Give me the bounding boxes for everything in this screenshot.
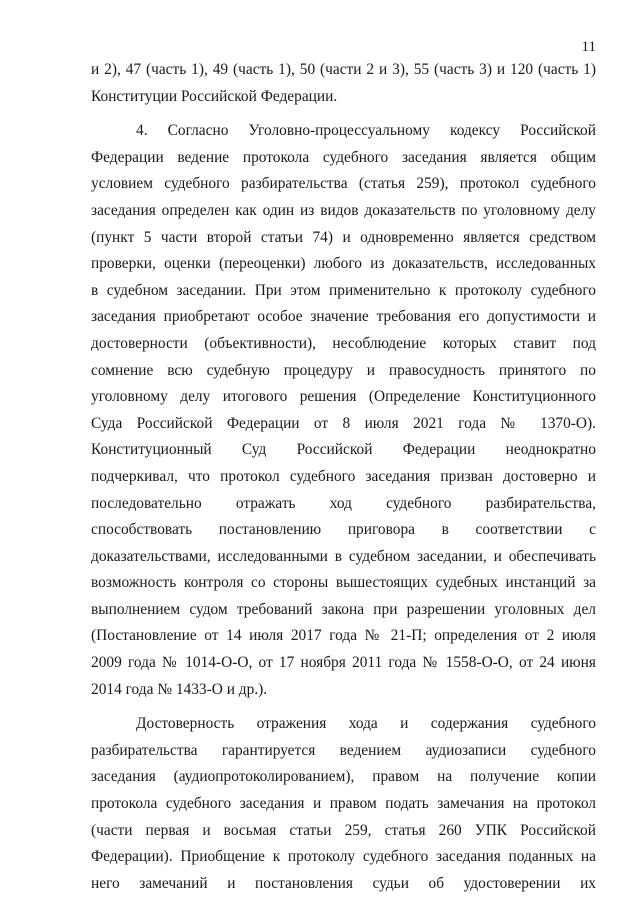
text-line: Конституции Российской Федерации. xyxy=(91,87,338,105)
text-line: в судебном заседании. При этом применительно к протоколу судебного xyxy=(91,281,596,299)
text-line: разбирательства гарантируется ведением аудиозаписи судебного xyxy=(91,741,596,759)
text-line: способствовать постановлению приговора в соответствии с xyxy=(91,521,596,539)
text-line: заседания (аудиопротоколированием), правом на получение копии xyxy=(91,768,596,786)
text-line: возможность контроля со стороны вышестоящих судебных инстанций за xyxy=(91,574,596,592)
text-line: (части первая и восьмая статьи 259, статья 260 УПК Российской xyxy=(91,821,596,839)
text-line: Конституционный Суд Российской Федерации неоднократно xyxy=(91,441,596,459)
text-line: Федерации). Приобщение к протоколу судебного заседания поданных на xyxy=(91,848,596,866)
paragraph-3 xyxy=(91,711,596,897)
text-line: 2009 года № 1014-О-О, от 17 ноября 2011 года № 1558-О-О, от 24 июня xyxy=(91,654,596,672)
paragraph-1 xyxy=(91,57,596,110)
text-line: 2014 года № 1433-О и др.). xyxy=(91,680,268,698)
text-line: выполнением судом требований закона при разрешении уголовных дел xyxy=(91,600,596,618)
text-line: проверки, оценки (переоценки) любого из доказательств, исследованных xyxy=(91,255,596,273)
text-line: 4. Согласно Уголовно-процессуальному кодексу Российской xyxy=(136,122,596,140)
text-line: протокола судебного заседания и правом подать замечания на протокол xyxy=(91,795,596,813)
text-line: и 2), 47 (часть 1), 49 (часть 1), 50 (части 2 и 3), 55 (часть 3) и 120 (часть 1) xyxy=(91,61,596,78)
text-line: условием судебного разбирательства (статья 259), протокол судебного xyxy=(91,175,596,193)
text-line: (Постановление от 14 июля 2017 года № 21-П; определения от 2 июля xyxy=(91,627,596,645)
text-line: подчеркивал, что протокол судебного заседания призван достоверно и xyxy=(91,467,596,485)
text-line: сомнение всю судебную процедуру и правосудность принятого по xyxy=(91,361,596,379)
text-line: Суда Российской Федерации от 8 июля 2021 года № 1370-О). xyxy=(91,414,596,432)
text-line: Достоверность отражения хода и содержания судебного xyxy=(136,715,596,733)
document-body xyxy=(91,57,596,897)
text-line: (пункт 5 части второй статьи 74) и одновременно является средством xyxy=(91,228,596,246)
text-line: доказательствами, исследованными в судебном заседании, и обеспечивать xyxy=(91,547,596,565)
text-line: него замечаний и постановления судьи об удостоверении их xyxy=(91,874,596,892)
text-line: заседания определен как один из видов доказательств по уголовному делу xyxy=(91,201,596,219)
text-line: достоверности (объективности), несоблюдение которых ставит под xyxy=(91,334,596,352)
page-number: 11 xyxy=(581,39,596,55)
text-line: последовательно отражать ход судебного разбирательства, xyxy=(91,494,596,512)
text-line: уголовному делу итогового решения (Определение Конституционного xyxy=(91,388,596,406)
text-line: заседания приобретают особое значение требования его допустимости и xyxy=(91,308,596,326)
paragraph-2 xyxy=(91,118,596,703)
text-line: Федерации ведение протокола судебного заседания является общим xyxy=(91,148,596,166)
